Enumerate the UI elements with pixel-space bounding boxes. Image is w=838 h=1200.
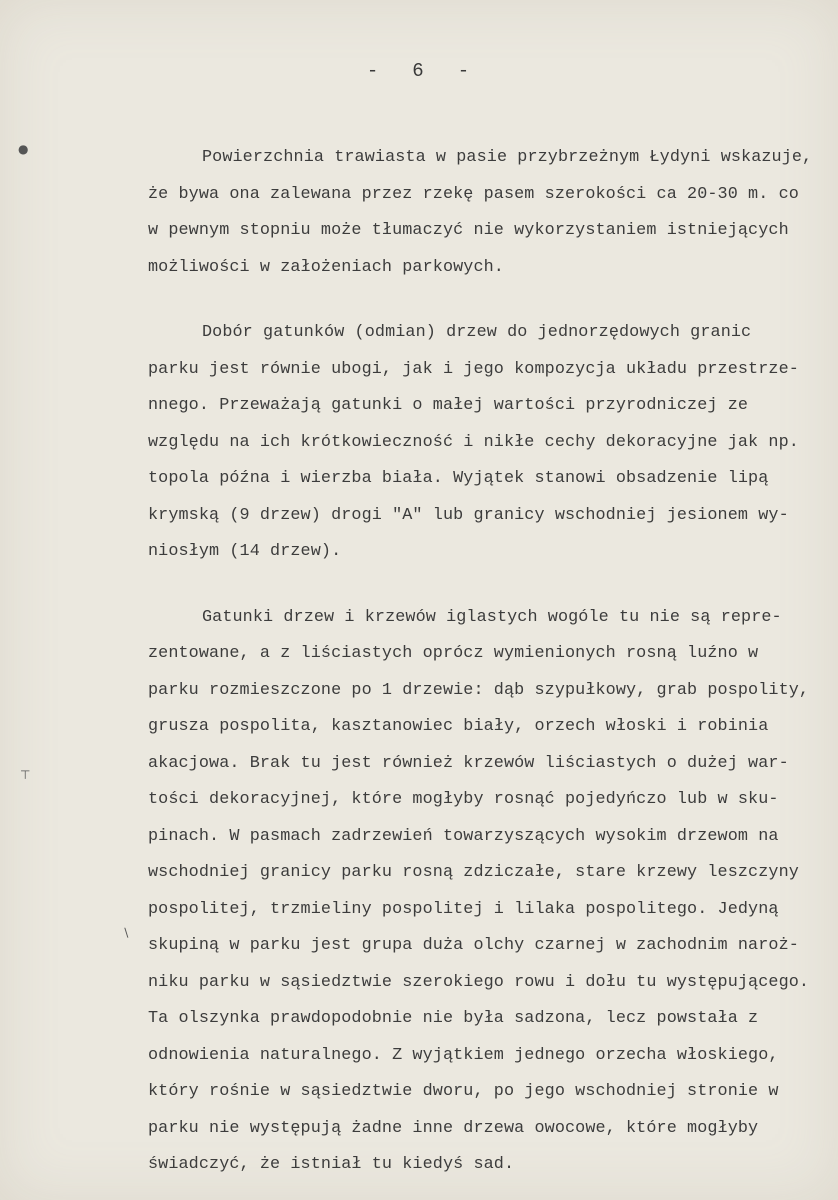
text-line: względu na ich krótkowieczność i nikłe cechy dekoracyjne jak np. bbox=[148, 432, 799, 452]
margin-dot-mark: ● bbox=[18, 142, 29, 156]
text-line: Ta olszynka prawdopodobnie nie była sadzona, lecz powstała z bbox=[148, 1009, 759, 1028]
text-line: pinach. W pasmach zadrzewień towarzyszących wysokim drzewom na bbox=[148, 826, 779, 846]
text-line: w pewnym stopniu może tłumaczyć nie wykorzystaniem istniejących bbox=[148, 221, 789, 240]
text-line: że bywa ona zalewana przez rzekę pasem szerokości ca 20-30 m. co bbox=[148, 184, 799, 204]
text-line: odnowienia naturalnego. Z wyjątkiem jednego orzecha włoskiego, bbox=[148, 1045, 779, 1065]
text-line: akacjowa. Brak tu jest również krzewów liściastych o dużej war- bbox=[148, 753, 789, 773]
document-body bbox=[148, 140, 838, 1184]
page-number-suffix: - bbox=[457, 60, 472, 82]
page-number bbox=[0, 60, 838, 82]
paragraph bbox=[148, 140, 838, 286]
text-line: który rośnie w sąsiedztwie dworu, po jego wschodniej stronie w bbox=[148, 1082, 779, 1101]
text-line: nnego. Przeważają gatunki o małej wartości przyrodniczej ze bbox=[148, 396, 749, 415]
text-line: pospolitej, trzmieliny pospolitej i lilaka pospolitego. Jedyną bbox=[148, 899, 779, 919]
text-line: niku parku w sąsiedztwie szerokiego rowu i dołu tu występującego. bbox=[148, 972, 810, 992]
text-line: parku nie występują żadne inne drzewa owocowe, które mogłyby bbox=[148, 1118, 759, 1138]
text-line: Gatunki drzew i krzewów iglastych wogóle tu nie są repre- bbox=[202, 607, 782, 627]
paragraph bbox=[148, 600, 838, 1184]
text-line: skupiną w parku jest grupa duża olchy czarnej w zachodnim naroż- bbox=[148, 936, 799, 955]
text-line: zentowane, a z liściastych oprócz wymienionych rosną luźno w bbox=[148, 644, 759, 663]
text-line: krymską (9 drzew) drogi "A" lub granicy wschodniej jesionem wy- bbox=[148, 505, 789, 525]
page-number-value: 6 bbox=[412, 60, 426, 82]
margin-dash-mark: ∖ bbox=[122, 926, 130, 940]
text-line: parku rozmieszczone po 1 drzewie: dąb szypułkowy, grab pospolity, bbox=[148, 680, 810, 700]
page-number-prefix: - bbox=[366, 60, 381, 82]
text-line: Dobór gatunków (odmian) drzew do jednorzędowych granic bbox=[202, 323, 752, 342]
text-line: grusza pospolita, kasztanowiec biały, orzech włoski i robinia bbox=[148, 717, 769, 736]
text-line: topola późna i wierzba biała. Wyjątek stanowi obsadzenie lipą bbox=[148, 469, 769, 488]
text-line: świadczyć, że istniał tu kiedyś sad. bbox=[148, 1155, 515, 1174]
text-line: możliwości w założeniach parkowych. bbox=[148, 257, 504, 277]
text-line: niosłym (14 drzew). bbox=[148, 542, 342, 561]
text-line: tości dekoracyjnej, które mogłyby rosnąć pojedyńczo lub w sku- bbox=[148, 790, 779, 809]
text-line: wschodniej granicy parku rosną zdziczałe, stare krzewy leszczyny bbox=[148, 863, 799, 882]
text-line: Powierzchnia trawiasta w pasie przybrzeżnym Łydyni wskazuje, bbox=[202, 148, 813, 167]
text-line: parku jest równie ubogi, jak i jego kompozycja układu przestrze- bbox=[148, 359, 799, 379]
margin-tick-mark: ⊤ bbox=[20, 768, 31, 782]
paragraph bbox=[148, 315, 838, 571]
